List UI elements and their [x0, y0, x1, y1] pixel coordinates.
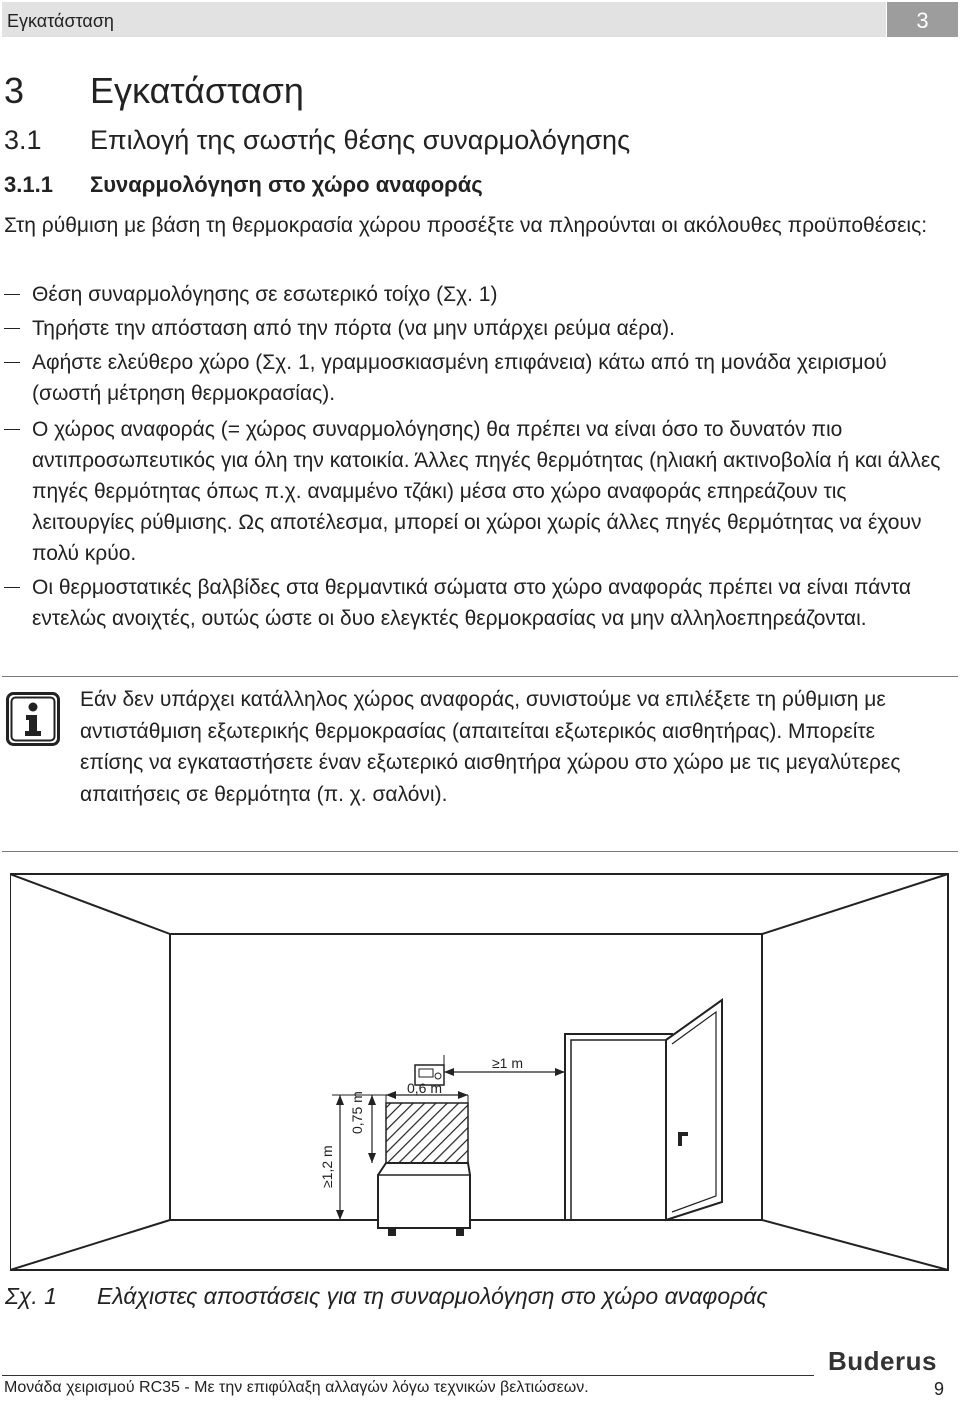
- footer-text: Μονάδα χειρισμού RC35 - Με την επιφύλαξη αλλαγών λόγω τεχνικών βελτιώσεων.: [4, 1379, 589, 1396]
- heading1-title: Εγκατάσταση: [90, 70, 304, 111]
- heading3-title: Συναρμολόγηση στο χώρο αναφοράς: [90, 172, 483, 197]
- header-section-title: Εγκατάσταση: [7, 11, 114, 31]
- note-text: Εάν δεν υπάρχει κατάλληλος χώρος αναφοράς, συνιστούμε να επιλέξετε τη ρύθμιση με αντιστάθμιση εξωτερικής θερμοκρασίας (απαιτείται εξωτερικός αισθητήρας). Μπορείτε επίσης να εγκαταστήσετε έναν εξωτερικό αισθητήρα χώρου στο χώρο με τις μεγαλύτερες απαιτήσεις σε θερμότητα (π. χ. σαλόνι).: [80, 688, 901, 806]
- bullet-text: Ο χώρος αναφοράς (= χώρος συναρμολόγησης) θα πρέπει να είναι όσο το δυνατόν πιο αντιπροσωπευτικός για όλη την κατοικία. Άλλες πηγές θερμότητας (ηλιακή ακτινοβολία ή και άλλες πηγές θερμότητας όπως π.χ. αναμμένο τζάκι) μέσα στο χώρο αναφοράς επηρεάζουν τις λειτουργίες ρύθμισης. Ως αποτέλεσμα, μπορεί οι χώροι χωρίς άλλες πηγές θερμότητας να έχουν πολύ κρύο.: [32, 418, 941, 565]
- bullet-dash: [4, 587, 20, 588]
- figure-caption-number: Σχ. 1: [5, 1283, 57, 1309]
- figure-caption-text: Ελάχιστες αποστάσεις για τη συναρμολόγηση στο χώρο αναφοράς: [97, 1283, 768, 1309]
- bullet-dash: [4, 429, 20, 430]
- bullet-item: [4, 313, 954, 344]
- installation-diagram: [10, 872, 950, 1272]
- note-bottom-rule: [2, 851, 958, 852]
- heading2-title: Επιλογή της σωστής θέσης συναρμολόγησης: [90, 125, 631, 155]
- page-number: 9: [934, 1379, 945, 1399]
- bullet-dash: [4, 362, 20, 363]
- bullet-item: [4, 414, 954, 569]
- buderus-logo: Buderus: [828, 1346, 937, 1376]
- label-door-distance: ≥1 m: [492, 1055, 524, 1071]
- bullet-item: [4, 347, 954, 409]
- heading3-number: 3.1.1: [4, 172, 53, 197]
- bullet-text: Θέση συναρμολόγησης σε εσωτερικό τοίχο (Σχ. 1): [32, 283, 498, 306]
- bullet-text: Αφήστε ελεύθερο χώρο (Σχ. 1, γραμμοσκιασμένη επιφάνεια) κάτω από τη μονάδα χειρισμού (σωστή μέτρηση θερμοκρασίας).: [32, 351, 887, 405]
- label-clearance-width: 0,6 m: [407, 1080, 443, 1096]
- chapter-number: 3: [916, 8, 929, 33]
- chapter-number-box: [887, 2, 958, 37]
- label-height-min: ≥1,2 m: [319, 1145, 335, 1188]
- header-bar: [2, 2, 886, 37]
- info-icon: [6, 692, 60, 746]
- heading1-number: 3: [4, 70, 25, 111]
- bullet-text: Οι θερμοστατικές βαλβίδες στα θερμαντικά σώματα στο χώρο αναφοράς πρέπει να είναι πάντα εντελώς ανοιχτές, ουτώς ώστε οι δυο ελεγκτές θερμοκρασίας να μην αλληλοεπηρεάζονται.: [32, 576, 912, 630]
- bullet-dash: [4, 294, 20, 295]
- bullet-dash: [4, 328, 20, 329]
- label-clearance-height: 0,75 m: [349, 1091, 365, 1134]
- footer-rule: [2, 1375, 814, 1376]
- heading2-number: 3.1: [4, 125, 42, 155]
- note-top-rule: [2, 676, 958, 677]
- bullet-item: [4, 572, 954, 634]
- bullet-item: [4, 279, 954, 310]
- bullet-text: Τηρήστε την απόσταση από την πόρτα (να μην υπάρχει ρεύμα αέρα).: [32, 317, 675, 340]
- intro-paragraph: Στη ρύθμιση με βάση τη θερμοκρασία χώρου προσέξτε να πληρούνται οι ακόλουθες προϋποθέσεις:: [4, 214, 928, 237]
